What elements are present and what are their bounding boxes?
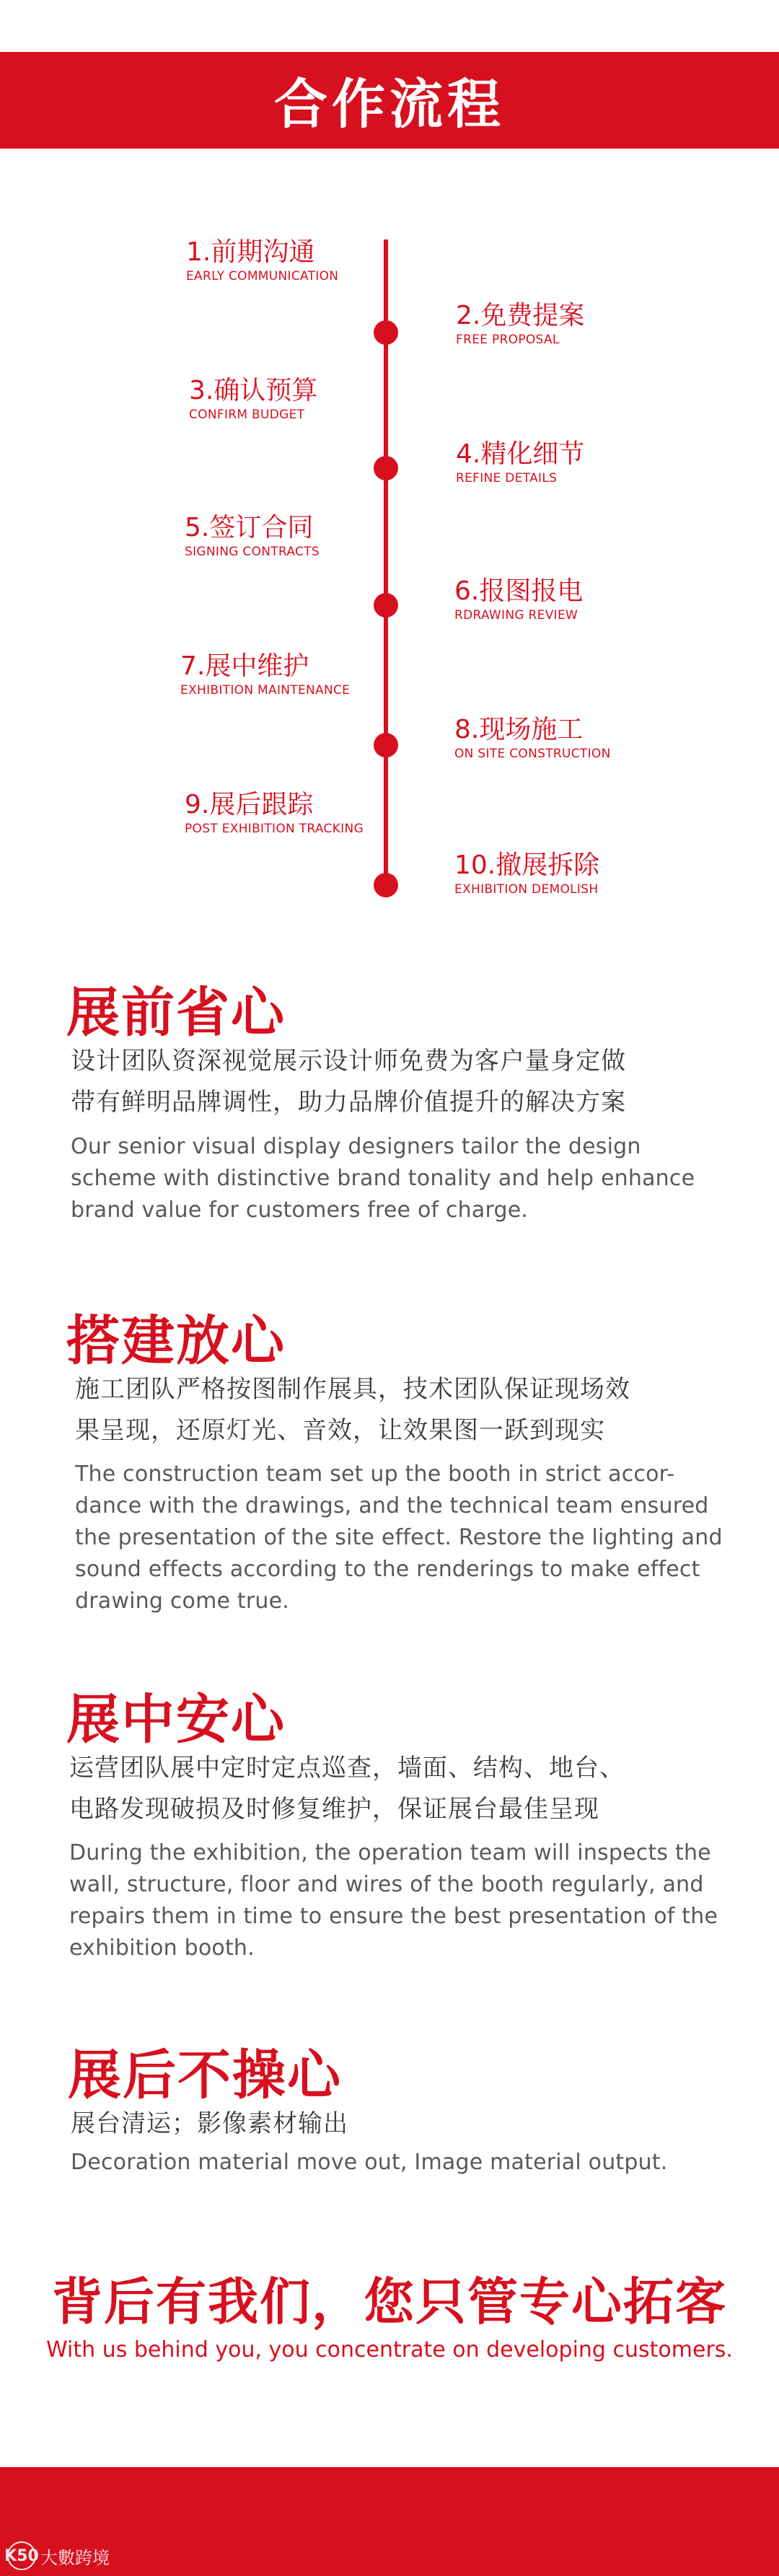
timeline-dot bbox=[374, 456, 398, 480]
step-subtitle: ON SITE CONSTRUCTION bbox=[454, 747, 611, 761]
section-during-exhibition bbox=[0, 1677, 779, 1995]
step-title: 6.报图报电 bbox=[454, 576, 584, 606]
timeline-step bbox=[454, 576, 583, 623]
timeline-step bbox=[180, 651, 350, 698]
header-band bbox=[0, 52, 779, 149]
step-subtitle: CONFIRM BUDGET bbox=[189, 408, 305, 422]
footer-band bbox=[0, 2467, 779, 2576]
step-title: 10.撤展拆除 bbox=[454, 850, 600, 880]
timeline-dot bbox=[374, 873, 398, 897]
section-zh-line: 施工团队严格按图制作展具，技术团队保证现场效 bbox=[75, 1375, 630, 1404]
watermark-logo: K50 bbox=[7, 2541, 36, 2570]
section-en-text: During the exhibition, the operation team will inspects the wall, structure, floor and wires of the booth regularly, and repairs them in time to ensure the best presentation of the exhibition booth. bbox=[69, 1840, 718, 1961]
timeline-step bbox=[456, 300, 584, 348]
step-title: 3.确认预算 bbox=[189, 376, 318, 405]
timeline-step bbox=[454, 714, 611, 762]
section-zh-line: 展台清运；影像素材输出 bbox=[71, 2109, 348, 2138]
step-title: 8.现场施工 bbox=[454, 715, 584, 744]
slogan-en: With us behind you, you concentrate on developing customers. bbox=[46, 2337, 733, 2362]
section-zh-line: 电路发现破损及时修复维护，保证展台最佳呈现 bbox=[69, 1795, 599, 1824]
step-subtitle: SIGNING CONTRACTS bbox=[185, 545, 320, 559]
timeline-dot bbox=[374, 320, 398, 345]
step-title: 7.展中维护 bbox=[180, 651, 309, 681]
section-title: 搭建放心 bbox=[66, 1310, 286, 1372]
step-subtitle: EARLY COMMUNICATION bbox=[186, 269, 339, 283]
timeline-dot bbox=[374, 593, 398, 617]
section-zh-line: 设计团队资深视觉展示设计师免费为客户量身定做 bbox=[71, 1047, 626, 1076]
timeline-step bbox=[185, 512, 320, 560]
section-post-exhibition bbox=[0, 2033, 779, 2199]
timeline-dot bbox=[374, 733, 398, 757]
step-subtitle: EXHIBITION DEMOLISH bbox=[454, 882, 599, 897]
timeline-step bbox=[456, 439, 584, 486]
section-title: 展后不操心 bbox=[68, 2044, 342, 2106]
section-en-text: The construction team set up the booth in strict accor-dance with the drawings, and the technical team ensured the presentation of the site effect. Restore the lighting and sound effects according to the renderings to make effect drawing come true. bbox=[75, 1461, 723, 1614]
section-zh-line: 果呈现，还原灯光、音效，让效果图一跃到现实 bbox=[75, 1416, 605, 1445]
step-title: 5.签订合同 bbox=[185, 513, 314, 542]
section-title: 展前省心 bbox=[66, 982, 286, 1044]
page-title: 合作流程 bbox=[274, 74, 505, 136]
step-subtitle: REFINE DETAILS bbox=[456, 471, 558, 485]
timeline-step bbox=[189, 375, 317, 423]
slogan-zh: 背后有我们，您只管专心拓客 bbox=[52, 2272, 727, 2331]
timeline-step bbox=[185, 789, 364, 837]
watermark-text: 大數跨境 bbox=[40, 2547, 110, 2568]
section-construction bbox=[0, 1298, 779, 1630]
section-title: 展中安心 bbox=[66, 1689, 286, 1751]
timeline-step bbox=[454, 850, 599, 897]
step-title: 1.前期沟通 bbox=[186, 237, 315, 267]
section-en-text: Our senior visual display designers tailor the design scheme with distinctive brand tonality and help enhance brand value for customers free of charge. bbox=[71, 1134, 695, 1223]
step-title: 9.展后跟踪 bbox=[185, 790, 314, 819]
step-title: 2.免费提案 bbox=[456, 301, 585, 330]
step-subtitle: POST EXHIBITION TRACKING bbox=[185, 822, 364, 836]
section-zh-line: 运营团队展中定时定点巡查，墙面、结构、地台、 bbox=[69, 1754, 625, 1782]
step-subtitle: RDRAWING REVIEW bbox=[454, 608, 578, 623]
watermark bbox=[4, 2541, 110, 2570]
section-pre-exhibition bbox=[0, 970, 779, 1244]
step-subtitle: FREE PROPOSAL bbox=[456, 333, 560, 347]
timeline-step bbox=[186, 237, 338, 284]
section-zh-line: 带有鲜明品牌调性，助力品牌价值提升的解决方案 bbox=[71, 1088, 626, 1117]
process-timeline bbox=[0, 231, 779, 909]
section-en-text: Decoration material move out, Image material output. bbox=[71, 2150, 668, 2175]
step-subtitle: EXHIBITION MAINTENANCE bbox=[180, 683, 351, 698]
step-title: 4.精化细节 bbox=[456, 439, 585, 469]
